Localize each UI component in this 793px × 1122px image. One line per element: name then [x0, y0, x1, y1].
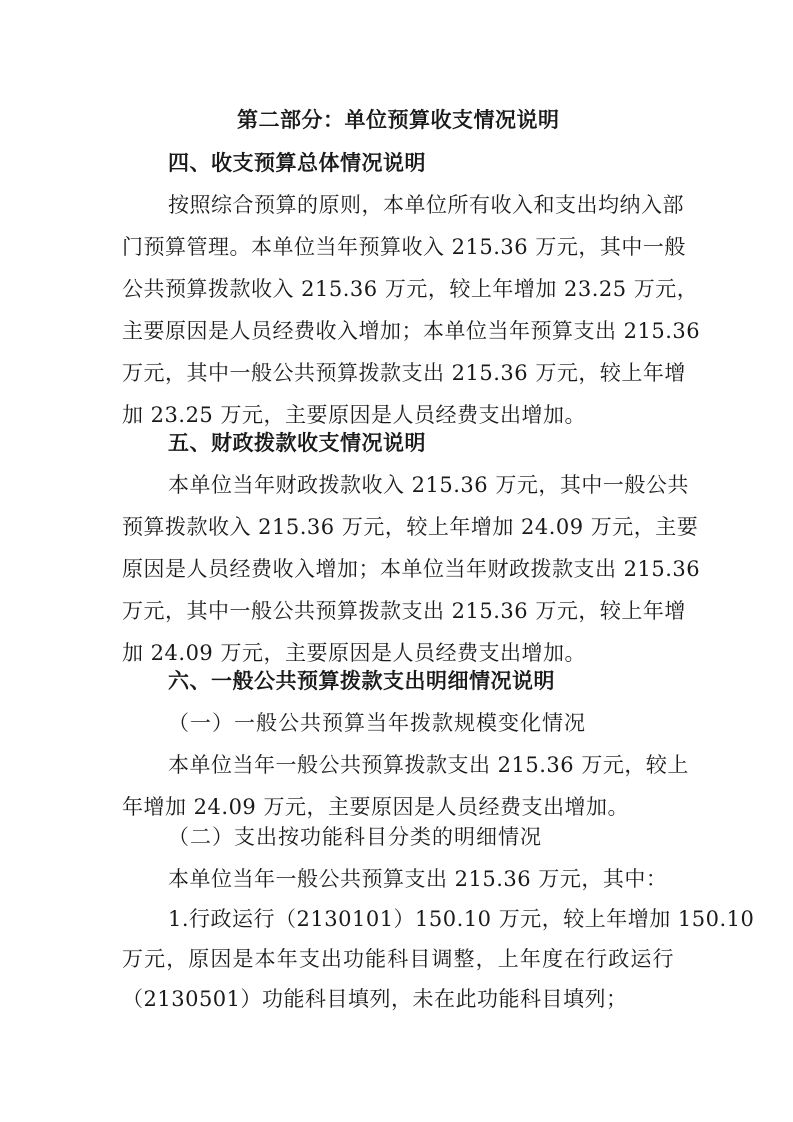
paragraph-line: 本单位当年一般公共预算拨款支出 215.36 万元，较上	[168, 753, 689, 777]
section-heading-6: 六、一般公共预算拨款支出明细情况说明	[168, 669, 555, 693]
subsection-heading-1: （一）一般公共预算当年拨款规模变化情况	[168, 711, 586, 735]
paragraph-line: 按照综合预算的原则，本单位所有收入和支出均纳入部	[168, 193, 684, 217]
paragraph-line: 加 24.09 万元，主要原因是人员经费支出增加。	[122, 641, 586, 665]
paragraph-line: 万元，其中一般公共预算拨款支出 215.36 万元，较上年增	[122, 599, 686, 623]
paragraph-line: 万元，其中一般公共预算拨款支出 215.36 万元，较上年增	[122, 361, 686, 385]
paragraph-line: （2130501）功能科目填列，未在此功能科目填列；	[122, 987, 628, 1011]
paragraph-line: 年增加 24.09 万元，主要原因是人员经费支出增加。	[122, 795, 629, 819]
paragraph-line: 原因是人员经费收入增加；本单位当年财政拨款支出 215.36	[122, 557, 701, 581]
section-heading-5: 五、财政拨款收支情况说明	[168, 431, 426, 455]
section-heading-4: 四、收支预算总体情况说明	[168, 151, 426, 175]
paragraph-line: 加 23.25 万元，主要原因是人员经费支出增加。	[122, 403, 586, 427]
paragraph-line: 主要原因是人员经费收入增加；本单位当年预算支出 215.36	[122, 319, 701, 343]
paragraph-line: 门预算管理。本单位当年预算收入 215.36 万元，其中一般	[122, 235, 686, 259]
paragraph-line: 本单位当年财政拨款收入 215.36 万元，其中一般公共	[168, 473, 689, 497]
paragraph-line: 1.行政运行（2130101）150.10 万元，较上年增加 150.10	[168, 907, 755, 931]
paragraph-line: 公共预算拨款收入 215.36 万元，较上年增加 23.25 万元，	[122, 277, 699, 301]
paragraph-line: 万元，原因是本年支出功能科目调整，上年度在行政运行	[122, 947, 674, 971]
paragraph-line: 预算拨款收入 215.36 万元，较上年增加 24.09 万元，主要	[122, 515, 699, 539]
paragraph-line: 本单位当年一般公共预算支出 215.36 万元，其中：	[168, 867, 668, 891]
page-title: 第二部分：单位预算收支情况说明	[237, 108, 560, 132]
subsection-heading-2: （二）支出按功能科目分类的明细情况	[168, 825, 542, 849]
